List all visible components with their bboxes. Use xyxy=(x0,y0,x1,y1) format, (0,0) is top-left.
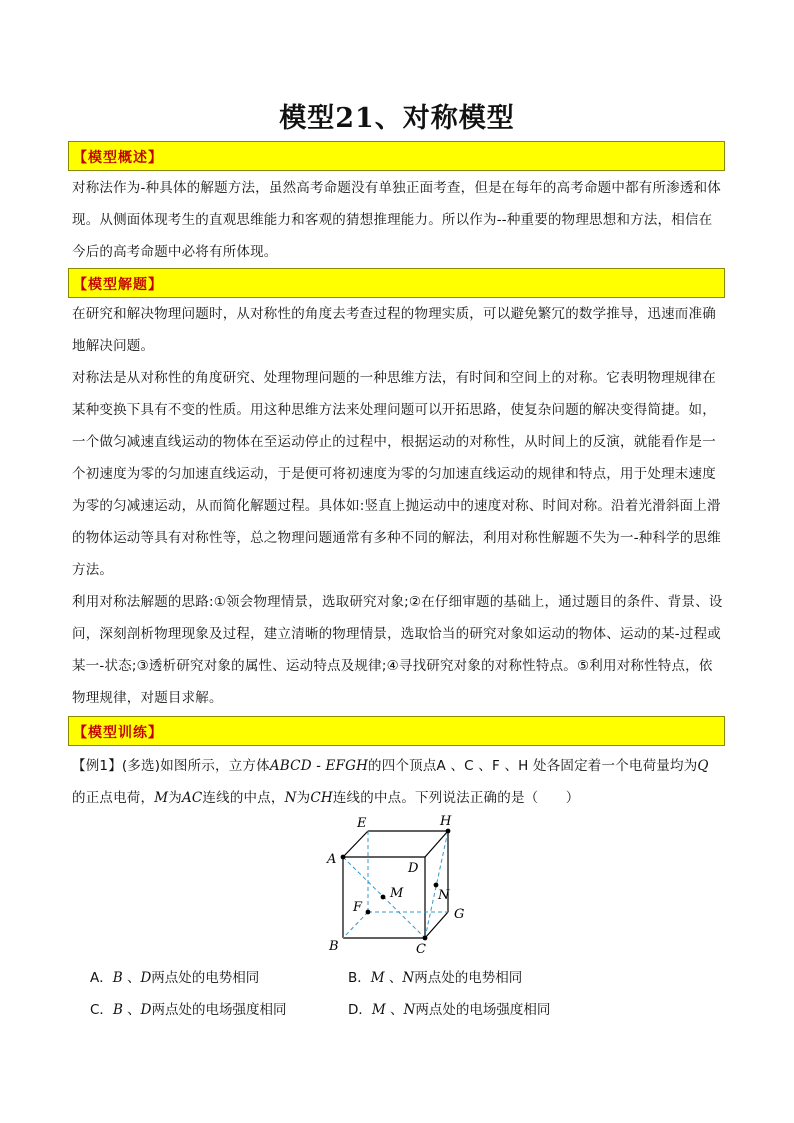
option-b-sep: 、 xyxy=(384,970,403,986)
option-c-sep: 、 xyxy=(122,1002,141,1018)
solution-paragraph-3: 利用对称法解题的思路:①领会物理情景，选取研究对象;②在仔细审题的基础上，通过题目的条件、背景、设问，深刻剖析物理现象及过程，建立清晰的物理情景，选取恰当的研究对象如运动的物体、运动的某-过程或某一-状态;③透析研究对象的属性、运动特点及规律;④寻找研究对象的对称性特点。⑤利用对称性特点，依物理规律，对题目求解。 xyxy=(72,594,723,706)
charge-point-a xyxy=(341,855,346,860)
midpoint-n xyxy=(434,883,439,888)
example-line-2 xyxy=(72,786,579,806)
example-text-2: 的四个顶点A 、C 、F 、H 处各固定着一个电荷量均为 xyxy=(368,758,698,774)
label-c: C xyxy=(416,942,426,957)
option-b-point-2: N xyxy=(402,970,415,986)
option-b-text: 两点处的电势相同 xyxy=(414,970,523,986)
option-d-letter: D． xyxy=(348,1002,372,1018)
edge-ae xyxy=(343,831,368,857)
option-b[interactable] xyxy=(348,966,522,986)
edge-hd xyxy=(425,831,448,857)
example-text-3: 的正点电荷， xyxy=(72,790,155,806)
page-title: 模型21、对称模型 xyxy=(279,103,515,134)
option-d-point-2: N xyxy=(403,1002,416,1018)
option-b-point-1: M xyxy=(370,970,385,986)
overview-paragraph: 对称法作为-种具体的解题方法，虽然高考命题没有单独正面考查，但是在每年的高考命题中都有所渗透和体现。从侧面体现考生的直观思维能力和客观的猜想推理能力。所以作为--种重要的物理思想和方法，相信在今后的高考命题中必将有所体现。 xyxy=(72,180,721,260)
label-n: N xyxy=(438,888,450,903)
label-a: A xyxy=(327,852,337,867)
section-heading-overview xyxy=(68,141,725,171)
example-label: 【例1】 xyxy=(72,758,122,774)
example-text-5: 连线的中点， xyxy=(202,790,285,806)
edge-fb-hidden xyxy=(343,912,368,938)
option-c-point-2: D xyxy=(140,1002,152,1018)
label-d: D xyxy=(408,861,419,876)
example-text-6: 为 xyxy=(296,790,311,806)
example-text-7: 连线的中点。下列说法正确的是（ ） xyxy=(332,790,580,806)
label-h: H xyxy=(440,814,452,829)
section-heading-solution-text: 【模型解题】 xyxy=(73,277,163,293)
section-heading-training-text: 【模型训练】 xyxy=(73,725,163,741)
option-a-sep: 、 xyxy=(122,970,141,986)
option-b-letter: B． xyxy=(348,970,371,986)
example-text-1: 如图所示，立方体 xyxy=(160,758,270,774)
example-point-n: N xyxy=(284,790,297,806)
example-segment-ch: CH xyxy=(310,790,333,806)
example-point-m: M xyxy=(154,790,169,806)
option-c[interactable] xyxy=(90,998,286,1018)
option-c-text: 两点处的电场强度相同 xyxy=(151,1002,287,1018)
label-m: M xyxy=(390,886,404,901)
example-cube-name: ABCD - EFGH xyxy=(269,758,369,774)
cube-figure xyxy=(320,810,480,960)
example-segment-ac: AC xyxy=(181,790,203,806)
section-heading-overview-text: 【模型概述】 xyxy=(73,150,163,166)
example-type: (多选) xyxy=(121,758,161,774)
option-a-point-2: D xyxy=(140,970,152,986)
charge-point-f xyxy=(366,910,371,915)
option-d[interactable] xyxy=(348,998,550,1018)
option-c-point-1: B xyxy=(112,1002,123,1018)
label-g: G xyxy=(454,907,465,922)
solution-paragraph-1: 在研究和解决物理问题时，从对称性的角度去考查过程的物理实质，可以避免繁冗的数学推导，迅速而准确地解决问题。 xyxy=(72,306,716,354)
option-a[interactable] xyxy=(90,966,259,986)
charge-point-c xyxy=(423,936,428,941)
label-b: B xyxy=(329,939,339,954)
midpoint-m xyxy=(381,895,386,900)
charge-point-h xyxy=(446,829,451,834)
option-c-letter: C． xyxy=(90,1002,113,1018)
option-a-text: 两点处的电势相同 xyxy=(151,970,260,986)
edge-cg xyxy=(425,912,448,938)
section-heading-training xyxy=(68,716,725,746)
section-heading-solution xyxy=(68,268,725,298)
label-e: E xyxy=(357,816,367,831)
example-text-4: 为 xyxy=(168,790,182,806)
option-d-point-1: M xyxy=(371,1002,386,1018)
option-d-text: 两点处的电场强度相同 xyxy=(415,1002,551,1018)
option-a-point-1: B xyxy=(112,970,123,986)
option-a-letter: A． xyxy=(90,970,113,986)
option-d-sep: 、 xyxy=(385,1002,404,1018)
label-f: F xyxy=(353,900,363,915)
solution-paragraph-2: 对称法是从对称性的角度研究、处理物理问题的一种思维方法，有时间和空间上的对称。它表明物理规律在某种变换下具有不变的性质。用这种思维方法来处理问题可以开拓思路，使复杂问题的解决变得简捷。如，一个做匀减速直线运动的物体在至运动停止的过程中，根据运动的对称性，从时间上的反演，就能看作是一个初速度为零的匀加速直线运动，于是便可将初速度为零的匀加速直线运动的规律和特点，用于处理末速度为零的匀减速运动，从而简化解题过程。具体如:竖直上抛运动中的速度对称、时间对称。沿着光滑斜面上滑的物体运动等具有对称性等，总之物理问题通常有多种不同的解法，利用对称性解题不失为一-种科学的思维方法。 xyxy=(72,370,721,578)
example-charge-symbol: Q xyxy=(697,758,709,774)
example-line-1 xyxy=(72,754,709,774)
